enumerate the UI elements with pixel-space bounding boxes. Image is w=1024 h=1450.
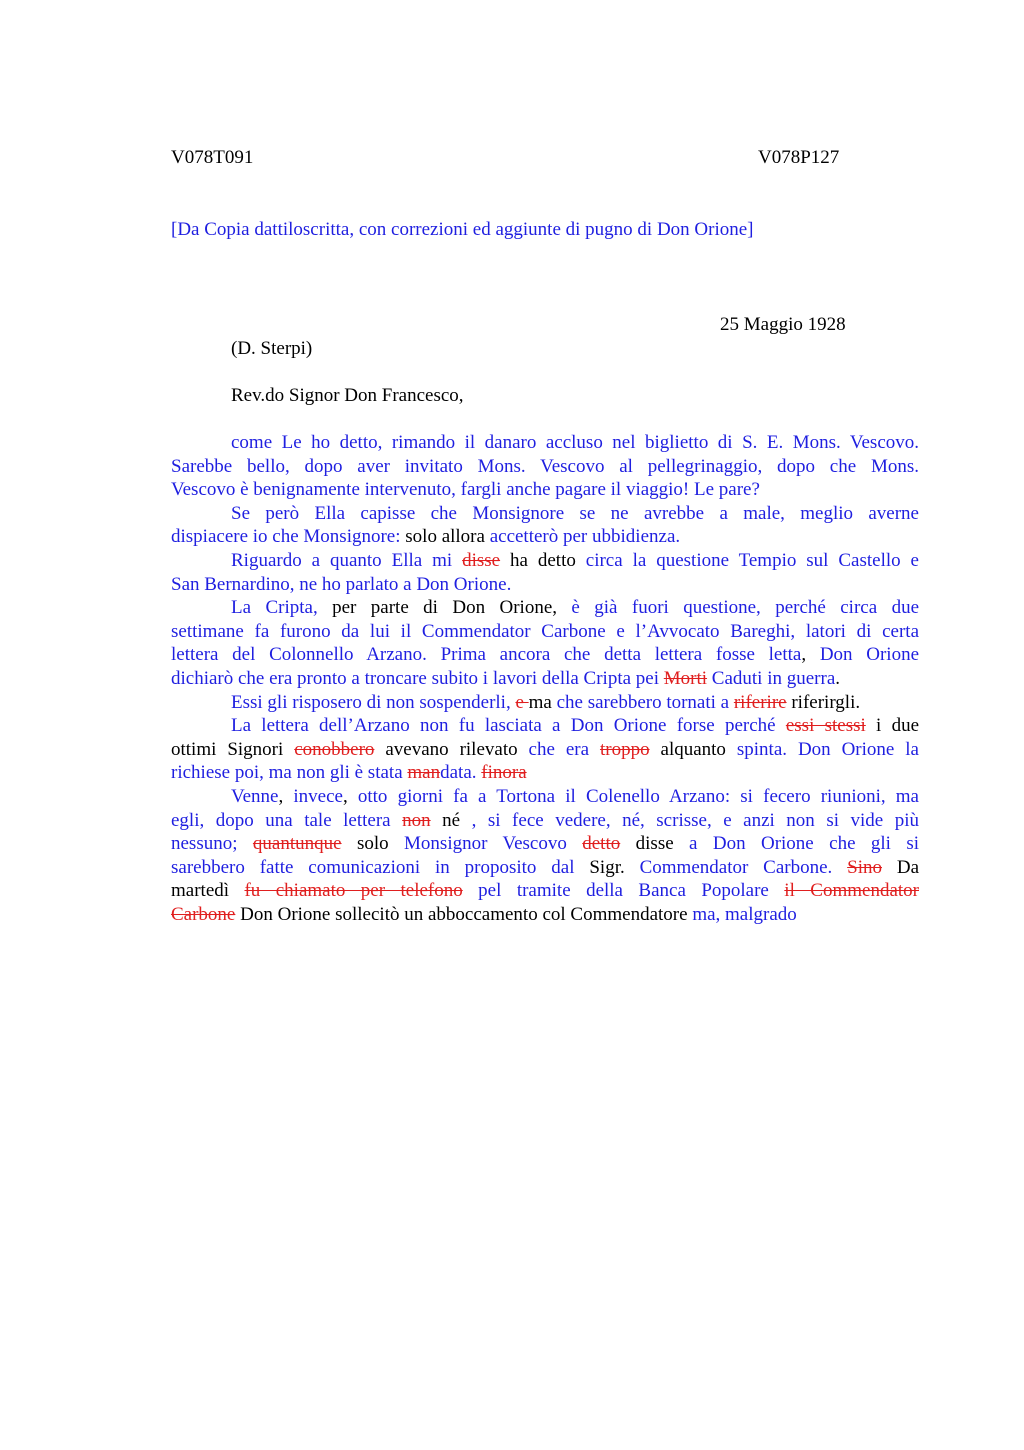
paragraph: [171, 691, 919, 715]
typed-text: ,: [278, 785, 294, 807]
deleted-text: essi stessi: [785, 715, 866, 737]
text-line: [171, 455, 919, 479]
added-text: sarebbero fatte comunicazioni in proposito dal: [171, 856, 590, 878]
deleted-text: disse: [462, 549, 501, 571]
added-text: spinta. Don Orione la: [736, 738, 919, 760]
typed-text: alquanto: [649, 738, 737, 760]
added-text: , si fece vedere, né, scrisse, e anzi non si vide più: [471, 809, 920, 831]
typed-text: solo allora: [400, 526, 490, 548]
added-text: che era: [528, 738, 600, 760]
added-text: Caduti in guerra: [707, 667, 836, 689]
typed-text: Don Orione sollecitò un abboccamento col Commendatore: [235, 903, 693, 925]
typed-text: .: [835, 667, 841, 689]
deleted-text: Sino: [847, 856, 882, 878]
paragraph: [171, 596, 919, 690]
text-line: [171, 478, 919, 502]
source-note: [Da Copia dattiloscritta, con correzioni ed aggiunte di pugno di Don Orione]: [171, 219, 754, 240]
paragraph: [171, 502, 919, 549]
typed-text: ,: [342, 785, 358, 807]
left-code: V078T091: [171, 147, 254, 168]
deleted-text: man: [407, 762, 441, 784]
deleted-text: troppo: [599, 738, 650, 760]
text-line: [171, 643, 919, 667]
added-text: Se però Ella capisse che Monsignore se ne avrebbe a male, meglio averne: [231, 502, 919, 524]
text-line: [171, 620, 919, 644]
text-line: [171, 431, 919, 455]
typed-text: per parte di Don Orione,: [317, 597, 572, 619]
added-text: otto giorni fa a Tortona il Colenello Arzano: si fecero riunioni, ma: [357, 785, 919, 807]
added-text: accetterò per ubbidienza.: [489, 526, 681, 548]
text-line: [171, 903, 919, 927]
added-text: nessuno;: [171, 833, 253, 855]
deleted-text: conobbero: [294, 738, 375, 760]
typed-text: né: [430, 809, 472, 831]
deleted-text: finora: [481, 762, 527, 784]
added-text: come Le ho detto, rimando il danaro accluso nel biglietto di S. E. Mons. Vescovo.: [231, 432, 919, 453]
added-text: Commendator Carbone.: [639, 856, 848, 878]
deleted-text: detto: [582, 833, 621, 855]
text-line: [171, 667, 919, 691]
added-text: dichiarò che era pronto a troncare subito i lavori della Cripta pei: [171, 667, 664, 689]
deleted-text: Carbone: [171, 903, 236, 925]
typed-text: Sigr.: [589, 856, 640, 878]
added-text: Venne: [231, 785, 279, 807]
added-text: San Bernardino, ne ho parlato a Don Orione.: [171, 573, 512, 595]
text-line: [171, 714, 919, 738]
text-line: [171, 879, 919, 903]
added-text: ma, malgrado: [692, 903, 797, 925]
added-text: La lettera dell’Arzano non fu lasciata a Don Orione forse perché: [231, 715, 786, 737]
typed-text: disse: [620, 833, 690, 855]
deleted-text: e: [515, 691, 529, 713]
letter-date: 25 Maggio 1928: [720, 314, 846, 335]
added-text: è già fuori questione, perché circa due: [571, 597, 919, 619]
typed-text: i due: [865, 715, 919, 737]
typed-text: ma: [528, 691, 557, 713]
added-text: Riguardo a quanto Ella mi: [231, 549, 463, 571]
added-text: egli, dopo una tale lettera: [171, 809, 403, 831]
paragraph: [171, 714, 919, 785]
text-line: [171, 809, 919, 833]
added-text: Sarebbe bello, dopo aver invitato Mons. Vescovo al pellegrinaggio, dopo che Mons.: [171, 455, 919, 477]
added-text: settimane fa furono da lui il Commendator Carbone e l’Avvocato Bareghi, latori di certa: [171, 620, 919, 642]
added-text: Don Orione: [819, 644, 920, 666]
added-text: lettera del Colonnello Arzano. Prima ancora che detta lettera fosse letta: [171, 644, 802, 666]
added-text: pel tramite della Banca Popolare: [462, 880, 785, 902]
typed-text: martedì: [171, 880, 245, 902]
deleted-text: riferire: [733, 691, 787, 713]
text-line: [171, 502, 919, 526]
text-line: [171, 832, 919, 856]
typed-text: ha detto: [500, 549, 586, 571]
paragraph: [171, 431, 919, 502]
added-text: circa la questione Tempio sul Castello e: [585, 549, 919, 571]
text-line: [171, 738, 919, 762]
right-code: V078P127: [758, 147, 840, 168]
paragraph: [171, 785, 919, 927]
text-line: [171, 525, 919, 549]
typed-text: Da: [882, 856, 920, 878]
text-line: [171, 573, 919, 597]
text-line: [171, 596, 919, 620]
text-line: [171, 856, 919, 880]
added-text: Essi gli risposero di non sospenderli,: [231, 691, 516, 713]
letter-salutation: Rev.do Signor Don Francesco,: [231, 385, 464, 406]
deleted-text: Morti: [663, 667, 708, 689]
text-line: [171, 691, 919, 715]
typed-text: ,: [801, 644, 820, 666]
letter-sender: (D. Sterpi): [231, 338, 313, 359]
text-line: [171, 761, 919, 785]
added-text: richiese poi, ma non gli è stata: [171, 762, 408, 784]
paragraph: [171, 549, 919, 596]
added-text: Monsignor Vescovo: [404, 833, 583, 855]
added-text: data.: [440, 762, 482, 784]
letter-body: [171, 431, 919, 926]
deleted-text: quantunque: [252, 833, 342, 855]
text-line: [171, 549, 919, 573]
typed-text: riferirgli.: [786, 691, 861, 713]
typed-text: avevano rilevato: [374, 738, 529, 760]
deleted-text: non: [402, 809, 431, 831]
added-text: che sarebbero tornati a: [556, 691, 734, 713]
added-text: Vescovo è benignamente intervenuto, fargli anche pagare il viaggio! Le pare?: [171, 479, 760, 501]
added-text: a Don Orione che gli si: [689, 833, 920, 855]
typed-text: solo: [341, 833, 405, 855]
added-text: dispiacere io che Monsignore:: [171, 526, 401, 548]
added-text: invece: [293, 785, 343, 807]
text-line: [171, 785, 919, 809]
typed-text: ottimi Signori: [171, 738, 295, 760]
deleted-text: il Commendator: [784, 880, 919, 902]
added-text: La Cripta,: [231, 597, 318, 619]
deleted-text: fu chiamato per telefono: [244, 880, 463, 902]
